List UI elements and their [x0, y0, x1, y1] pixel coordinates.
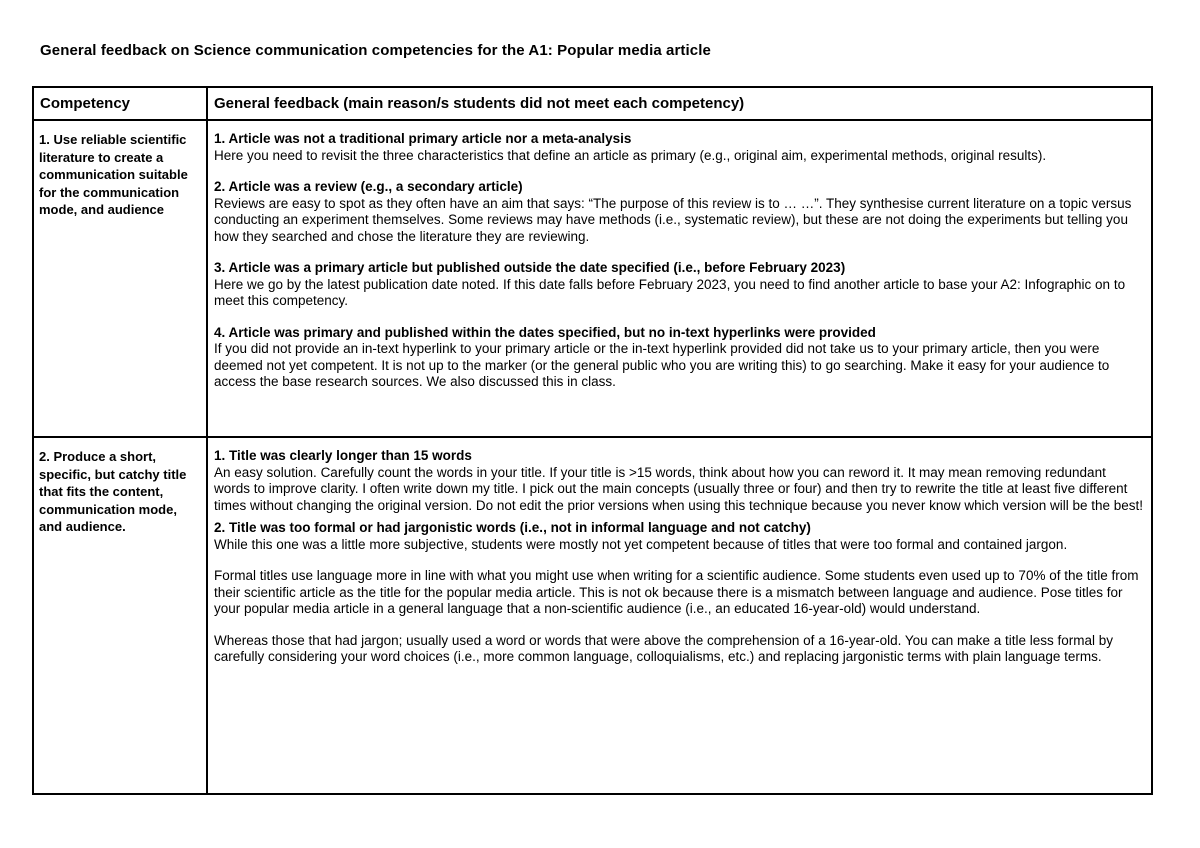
feedback-item-heading: 2. Article was a review (e.g., a secondary article) — [214, 179, 523, 194]
feedback-item-heading: 1. Title was clearly longer than 15 words — [214, 448, 472, 463]
column-header-competency: Competency — [33, 87, 207, 120]
feedback-item — [214, 448, 1145, 514]
feedback-item — [214, 179, 1145, 245]
feedback-item-body: Here we go by the latest publication date noted. If this date falls before February 2023, you need to find another article to base your A2: Infographic on to meet this competency. — [214, 276, 1126, 308]
feedback-item-heading: 3. Article was a primary article but published outside the date specified (i.e., before February 2023) — [214, 260, 846, 275]
feedback-item-heading: 4. Article was primary and published within the dates specified, but no in-text hyperlinks were provided — [214, 324, 876, 340]
feedback-item-body: While this one was a little more subjective, students were mostly not yet competent because of titles that were too formal and contained jargon. — [214, 536, 1068, 552]
feedback-item — [214, 520, 1145, 666]
feedback-paragraph: Formal titles use language more in line with what you might use when writing for a scientific audience. Some students even used up to 70% of the title from their scientific article as the title for the popular media article. This is not ok because there is a mismatch between language and audience. Pose titles for your popular media article in a general language that a non-scientific audience (i.e., an educated 16-year-old) would understand. — [214, 568, 1139, 616]
table-row — [33, 437, 1152, 794]
feedback-item — [214, 325, 1145, 391]
competency-cell: 2. Produce a short, specific, but catchy title that fits the content, communication mode, and audience. — [33, 437, 207, 794]
document-title: General feedback on Science communication competencies for the A1: Popular media article — [40, 42, 711, 59]
feedback-item-body: An easy solution. Carefully count the words in your title. If your title is >15 words, think about how you can reword it. It may mean removing redundant words to improve clarity. I often write down my title. I pick out the main concepts (usually three or four) and then try to rewrite the title at least five different times without changing the original version. Do not edit the prior versions when using this technique because you never know which version will be the best! — [214, 464, 1144, 513]
feedback-paragraph: Whereas those that had jargon; usually used a word or words that were above the comprehension of a 16-year-old. You can make a title less formal by carefully considering your word choices (i.e., more common language, colloquialisms, etc.) and replacing jargonistic terms with plain language terms. — [214, 632, 1114, 664]
feedback-item — [214, 260, 1145, 310]
feedback-item-body: Reviews are easy to spot as they often have an aim that says: “The purpose of this review is to … …”. They synthesise current literature on a topic versus conducting an experiment themselves. Some reviews may have methods (i.e., systematic review), but these are not doing the experiments but telling you how they searched and chose the literature they are reviewing. — [214, 195, 1132, 244]
table-header-row — [33, 87, 1152, 120]
feedback-item-body: If you did not provide an in-text hyperlink to your primary article or the in-text hyperlink provided did not take us to your primary article, then you were deemed not yet competent. It is not up to the marker (or the general public who you are writing this) to go searching. Make it easy for your audience to access the base research sources. We also discussed this in class. — [214, 341, 1110, 389]
feedback-cell — [207, 437, 1152, 794]
feedback-item-body: Here you need to revisit the three characteristics that define an article as primary (e.g., original aim, experimental methods, original results). — [214, 147, 1047, 163]
feedback-cell — [207, 120, 1152, 437]
table-row — [33, 120, 1152, 437]
column-header-feedback: General feedback (main reason/s students did not meet each competency) — [207, 87, 1152, 120]
feedback-item-heading: 1. Article was not a traditional primary article nor a meta-analysis — [214, 131, 632, 146]
feedback-item — [214, 131, 1145, 164]
feedback-item-heading: 2. Title was too formal or had jargonistic words (i.e., not in informal language and not catchy) — [214, 520, 811, 535]
competency-cell: 1. Use reliable scientific literature to create a communication suitable for the communication mode, and audience — [33, 120, 207, 437]
feedback-table — [32, 86, 1153, 795]
